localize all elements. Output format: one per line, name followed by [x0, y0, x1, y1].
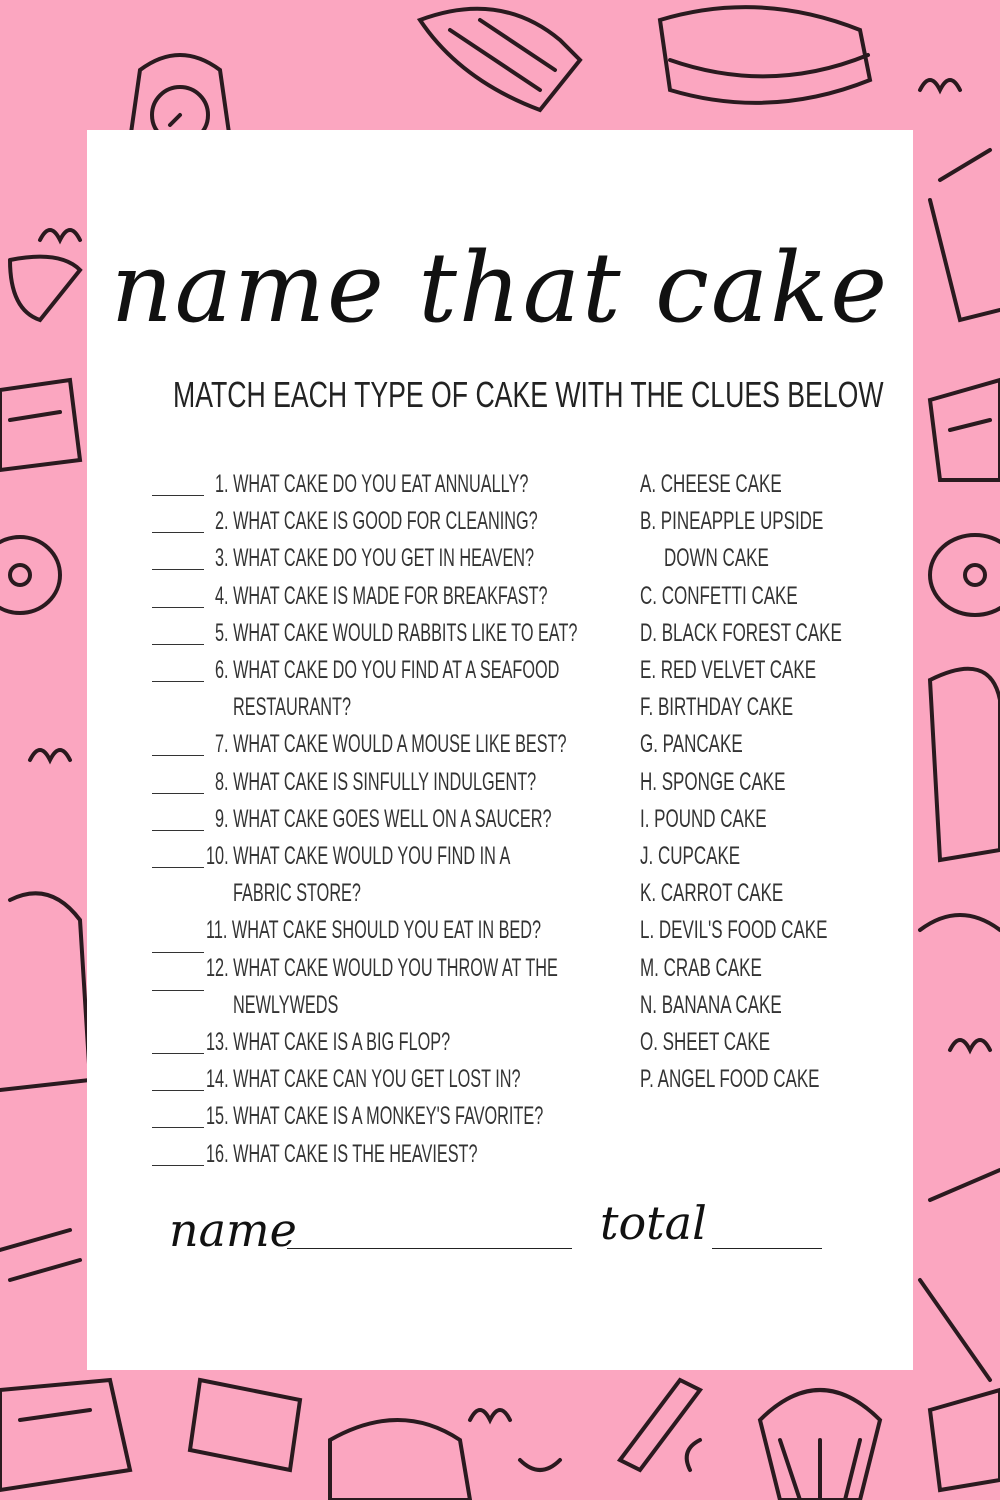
question-text: 4. WHAT CAKE IS MADE FOR BREAKFAST? — [215, 581, 548, 610]
question-item — [152, 1140, 612, 1170]
name-blank-line[interactable] — [287, 1248, 572, 1249]
answer-blank[interactable] — [152, 532, 204, 533]
question-text: 2. WHAT CAKE IS GOOD FOR CLEANING? — [215, 507, 538, 536]
question-text: 11. WHAT CAKE SHOULD YOU EAT IN BED? — [206, 916, 542, 945]
question-item — [152, 730, 612, 760]
question-item — [152, 805, 612, 835]
page-title: name that cake — [110, 232, 890, 344]
question-text: 14. WHAT CAKE CAN YOU GET LOST IN? — [206, 1065, 521, 1094]
answer-blank[interactable] — [152, 990, 204, 991]
question-text: 5. WHAT CAKE WOULD RABBITS LIKE TO EAT? — [215, 618, 578, 647]
question-text-continued: RESTAURANT? — [233, 693, 351, 721]
question-text-continued: NEWLYWEDS — [233, 990, 339, 1019]
answer-option: D. BLACK FOREST CAKE — [640, 618, 842, 647]
question-text-continued: FABRIC STORE? — [233, 879, 361, 907]
answer-option: N. BANANA CAKE — [640, 990, 782, 1019]
question-text: 13. WHAT CAKE IS A BIG FLOP? — [206, 1028, 451, 1056]
question-text: 1. WHAT CAKE DO YOU EAT ANNUALLY? — [215, 470, 529, 498]
answer-option: H. SPONGE CAKE — [640, 767, 786, 796]
answer-option: A. CHEESE CAKE — [640, 470, 782, 498]
question-item — [152, 1028, 612, 1058]
name-label: name — [169, 1203, 297, 1257]
answer-option: G. PANCAKE — [640, 730, 743, 759]
answer-option: I. POUND CAKE — [640, 804, 767, 833]
question-item — [152, 619, 612, 649]
answer-blank[interactable] — [152, 793, 204, 794]
question-item — [152, 842, 612, 907]
answer-blank[interactable] — [152, 569, 204, 570]
question-text: 15. WHAT CAKE IS A MONKEY'S FAVORITE? — [206, 1102, 544, 1131]
answer-blank[interactable] — [152, 681, 204, 682]
question-item — [152, 470, 612, 500]
total-blank-line[interactable] — [712, 1248, 822, 1249]
question-text: 8. WHAT CAKE IS SINFULLY INDULGENT? — [215, 767, 537, 796]
answer-option: L. DEVIL'S FOOD CAKE — [640, 916, 828, 945]
answer-option: P. ANGEL FOOD CAKE — [640, 1065, 820, 1094]
answer-option: J. CUPCAKE — [640, 842, 741, 870]
answer-option: C. CONFETTI CAKE — [640, 581, 798, 610]
printable-game-card — [87, 130, 913, 1370]
question-item — [152, 1102, 612, 1132]
instructions-subtitle: MATCH EACH TYPE OF CAKE WITH THE CLUES BELOW — [173, 374, 884, 415]
question-text: 10. WHAT CAKE WOULD YOU FIND IN A — [206, 842, 511, 870]
answer-option: F. BIRTHDAY CAKE — [640, 693, 794, 722]
total-label: total — [600, 1196, 707, 1250]
answer-blank[interactable] — [152, 495, 204, 496]
question-item — [152, 656, 612, 721]
question-item — [152, 768, 612, 798]
answer-blank[interactable] — [152, 755, 204, 756]
answer-blank[interactable] — [152, 607, 204, 608]
question-item — [152, 544, 612, 574]
question-text: 3. WHAT CAKE DO YOU GET IN HEAVEN? — [215, 544, 535, 573]
question-text: 7. WHAT CAKE WOULD A MOUSE LIKE BEST? — [215, 730, 567, 759]
question-item — [152, 916, 612, 946]
question-item — [152, 1065, 612, 1095]
answer-blank[interactable] — [152, 867, 204, 868]
question-text: 16. WHAT CAKE IS THE HEAVIEST? — [206, 1139, 478, 1168]
answer-blank[interactable] — [152, 830, 204, 831]
answer-blank[interactable] — [152, 1127, 204, 1128]
answer-option: O. SHEET CAKE — [640, 1028, 771, 1056]
question-item — [152, 582, 612, 612]
answer-option: M. CRAB CAKE — [640, 953, 762, 982]
question-text: 6. WHAT CAKE DO YOU FIND AT A SEAFOOD — [215, 656, 560, 684]
answer-option: E. RED VELVET CAKE — [640, 656, 817, 684]
answer-blank[interactable] — [152, 1053, 204, 1054]
question-text: 9. WHAT CAKE GOES WELL ON A SAUCER? — [215, 804, 552, 833]
answer-option: B. PINEAPPLE UPSIDE — [640, 507, 824, 536]
answer-option: K. CARROT CAKE — [640, 879, 784, 908]
answer-blank[interactable] — [152, 1090, 204, 1091]
question-item — [152, 507, 612, 537]
question-item — [152, 953, 612, 1019]
answer-option-continued: DOWN CAKE — [664, 544, 769, 573]
answer-blank[interactable] — [152, 1165, 204, 1166]
question-text: 12. WHAT CAKE WOULD YOU THROW AT THE — [206, 953, 558, 982]
answer-blank[interactable] — [152, 644, 204, 645]
